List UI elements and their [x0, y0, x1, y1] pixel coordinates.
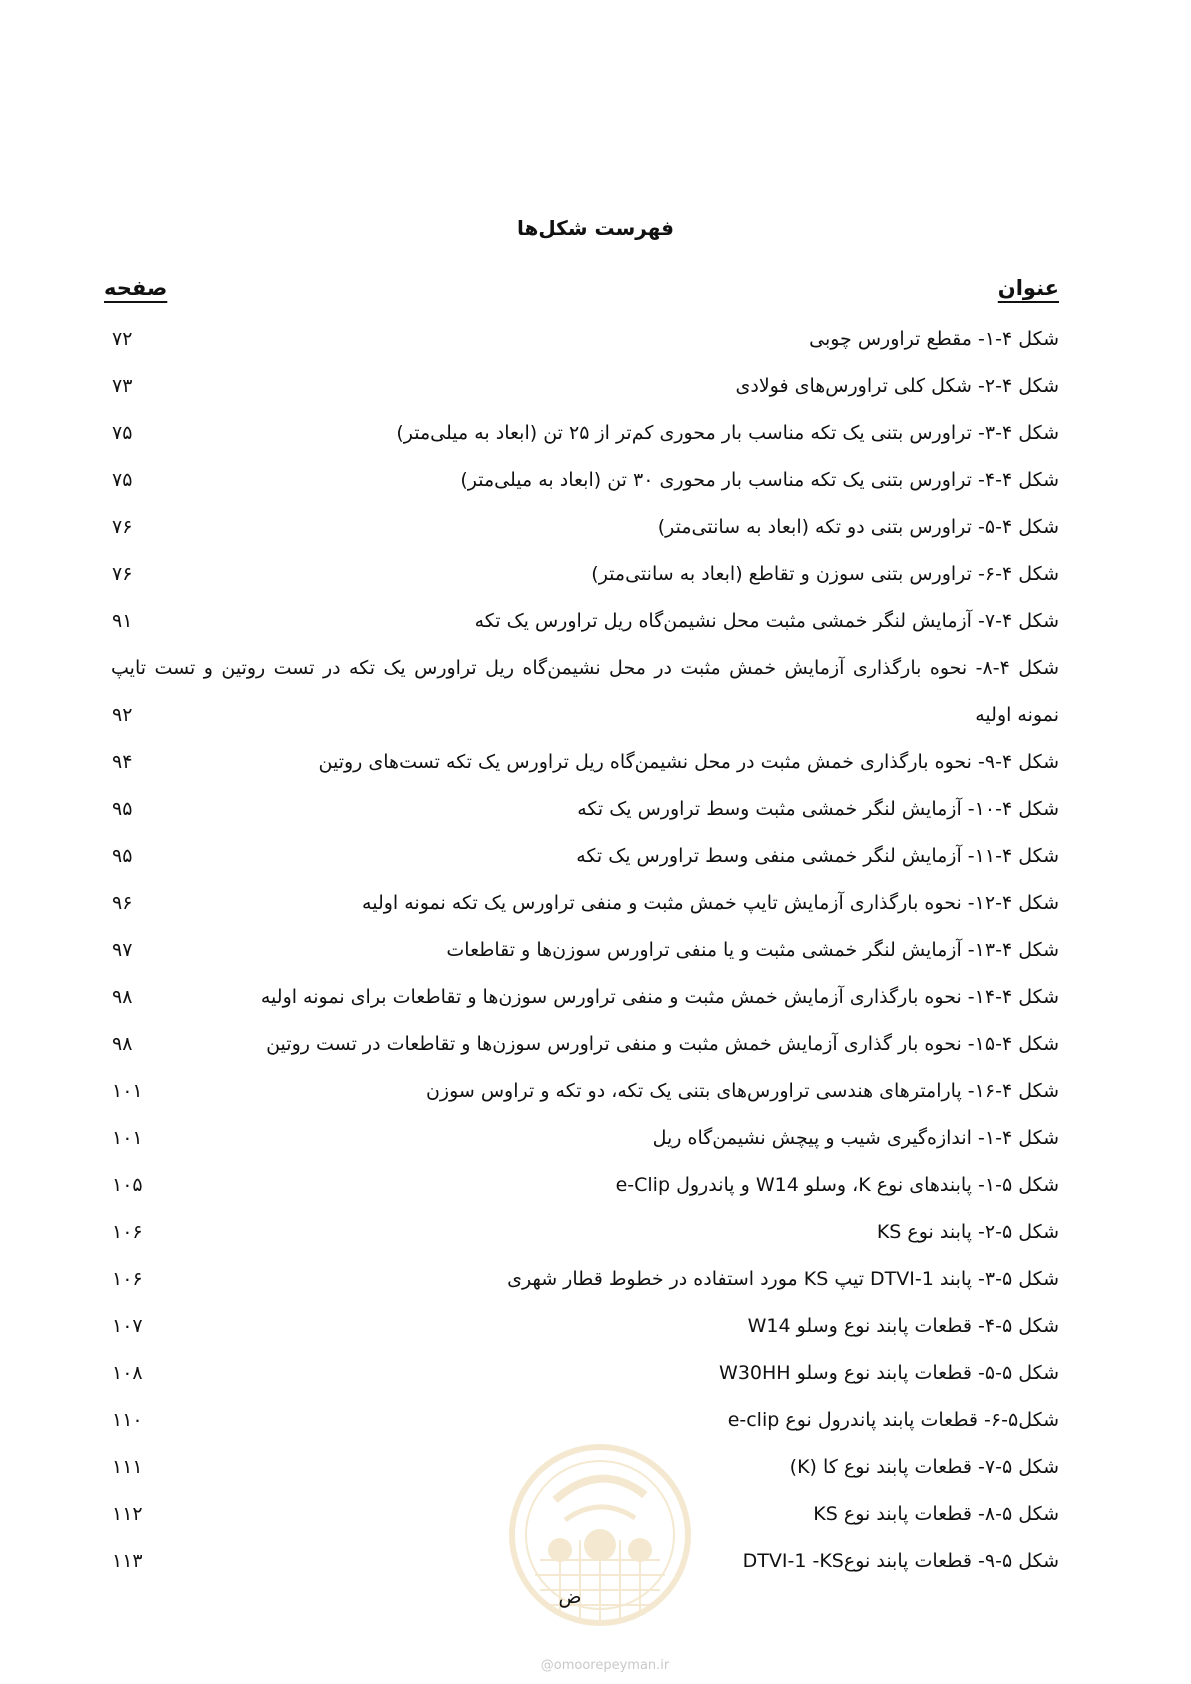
entry-title: شکل ۴-۳- تراورس بتنی یک تکه مناسب بار محوری کم‌تر از ۲۵ تن (ابعاد به میلی‌متر): [396, 422, 1059, 444]
entry-title: شکل ۴-۹- نحوه بارگذاری خمش مثبت در محل نشیمن‌گاه ریل تراورس یک تکه تست‌های روتین: [318, 751, 1059, 773]
entry-page-number: ۹۵: [112, 845, 133, 867]
entry-title: شکل ۴-۵- تراورس بتنی دو تکه (ابعاد به سانتی‌متر): [657, 516, 1059, 538]
title-column-header: عنوان: [997, 276, 1059, 300]
toc-entry: [0, 1021, 1191, 1068]
entry-page-number: ۱۱۲: [112, 1503, 143, 1525]
entry-title: شکل ۴-۱۵- نحوه بار گذاری آزمایش خمش مثبت و منفی تراورس سوزن‌ها و تقاطعات در تست روتین: [266, 1033, 1059, 1055]
entry-page-number: ۱۱۱: [112, 1456, 143, 1478]
entry-page-number: ۹۸: [112, 986, 133, 1008]
toc-entry: [0, 1162, 1191, 1209]
toc-entry: [0, 833, 1191, 880]
entry-title: شکل ۵-۵- قطعات پابند نوع وسلو W30HH: [719, 1362, 1059, 1384]
entry-title: شکل ۵-۸- قطعات پابند نوع KS: [813, 1503, 1059, 1525]
entry-page-number: ۹۷: [112, 939, 133, 961]
toc-entry: [0, 598, 1191, 645]
entry-page-number: ۹۱: [112, 610, 133, 632]
toc-entry: [0, 739, 1191, 786]
page-number: ض: [558, 1586, 582, 1608]
page-column-header: صفحه: [104, 276, 168, 300]
entry-title: شکل ۴-۲- شکل کلی تراورس‌های فولادی: [735, 375, 1059, 397]
toc-entry: [0, 410, 1191, 457]
entry-title: شکل ۵-۹- قطعات پابند نوعDTVI-1 -KS: [742, 1550, 1059, 1572]
toc-entry: [0, 1303, 1191, 1350]
entry-title: شکل ۴-۱۱- آزمایش لنگر خمشی منفی وسط تراورس یک تکه: [576, 845, 1059, 867]
toc-entry: [0, 316, 1191, 363]
entry-title: شکل ۴-۸- نحوه بارگذاری آزمایش خمش مثبت در محل نشیمن‌گاه ریل تراورس یک تکه در تست روتین و تست تایپ نمونه اولیه: [111, 657, 1059, 726]
entry-title: شکل ۴-۶- تراورس بتنی سوزن و تقاطع (ابعاد به سانتی‌متر): [591, 563, 1059, 585]
toc-entry: [0, 786, 1191, 833]
entry-page-number: ۷۶: [112, 563, 133, 585]
entry-page-number: ۱۰۵: [112, 1174, 143, 1196]
entry-page-number: ۷۶: [112, 516, 133, 538]
entry-title: شکل ۴-۱۲- نحوه بارگذاری آزمایش تایپ خمش مثبت و منفی تراورس یک تکه نمونه اولیه: [362, 892, 1059, 914]
entry-title: شکل ۵-۲- پابند نوع KS: [876, 1221, 1059, 1243]
entry-title: شکل۵-۶- قطعات پابند پاندرول نوع e-clip: [727, 1409, 1059, 1431]
page-title: فهرست شکل‌ها: [516, 216, 675, 240]
toc-entry: [0, 1068, 1191, 1115]
entry-title: شکل ۴-۱- اندازه‌گیری شیب و پیچش نشیمن‌گاه ریل: [652, 1127, 1059, 1149]
entry-page-number: ۱۰۱: [112, 1127, 143, 1149]
entry-title: شکل ۴-۴- تراورس بتنی یک تکه مناسب بار محوری ۳۰ تن (ابعاد به میلی‌متر): [460, 469, 1059, 491]
entry-title: شکل ۴-۱۶- پارامترهای هندسی تراورس‌های بتنی یک تکه، دو تکه و تراوس سوزن: [425, 1080, 1059, 1102]
entry-title: شکل ۵-۱- پابندهای نوع K، وسلو W14 و پاندرول e-Clip: [615, 1174, 1059, 1196]
entry-page-number: ۹۲: [112, 704, 133, 726]
entry-title: شکل ۴-۷- آزمایش لنگر خمشی مثبت محل نشیمن‌گاه ریل تراورس یک تکه: [474, 610, 1059, 632]
entry-page-number: ۷۲: [112, 328, 133, 350]
entry-page-number: ۱۰۱: [112, 1080, 143, 1102]
toc-entry: [0, 457, 1191, 504]
entry-page-number: ۷۵: [112, 422, 133, 444]
toc-entry: [0, 974, 1191, 1021]
watermark-logo-icon: [505, 1440, 695, 1640]
entry-page-number: ۱۱۰: [112, 1409, 143, 1431]
entry-title: شکل ۵-۳- پابند DTVI-1 تیپ KS مورد استفاده در خطوط قطار شهری: [507, 1268, 1059, 1290]
entry-title: شکل ۵-۷- قطعات پابند نوع کا (K): [789, 1456, 1059, 1478]
toc-entry: [0, 645, 1191, 739]
entry-page-number: ۷۵: [112, 469, 133, 491]
toc-entry: [0, 551, 1191, 598]
toc-entry: [0, 1350, 1191, 1397]
entry-page-number: ۹۸: [112, 1033, 133, 1055]
entry-page-number: ۹۴: [112, 751, 133, 773]
entry-page-number: ۷۳: [112, 375, 133, 397]
toc-entry: [0, 504, 1191, 551]
toc-entry: [0, 1115, 1191, 1162]
toc-entry: [0, 880, 1191, 927]
toc-entry: [0, 927, 1191, 974]
entry-title: شکل ۵-۴- قطعات پابند نوع وسلو W14: [747, 1315, 1059, 1337]
watermark-url: @omoorepeyman.ir: [540, 1658, 670, 1673]
entry-title: شکل ۴-۱۴- نحوه بارگذاری آزمایش خمش مثبت و منفی تراورس سوزن‌ها و تقاطعات برای نمونه اولیه: [260, 986, 1059, 1008]
toc-entry: [0, 1256, 1191, 1303]
entry-page-number: ۹۵: [112, 798, 133, 820]
figure-list: [0, 316, 1191, 1585]
toc-entry: [0, 363, 1191, 410]
entry-page-number: ۱۰۶: [112, 1268, 143, 1290]
entry-page-number: ۱۰۸: [112, 1362, 143, 1384]
entry-title: شکل ۴-۱- مقطع تراورس چوبی: [809, 328, 1059, 350]
entry-page-number: ۱۱۳: [112, 1550, 143, 1572]
entry-page-number: ۱۰۶: [112, 1221, 143, 1243]
entry-page-number: ۹۶: [112, 892, 133, 914]
entry-title: شکل ۴-۱۰- آزمایش لنگر خمشی مثبت وسط تراورس یک تکه: [577, 798, 1059, 820]
entry-title: شکل ۴-۱۳- آزمایش لنگر خمشی مثبت و یا منفی تراورس سوزن‌ها و تقاطعات: [446, 939, 1059, 961]
toc-entry: [0, 1209, 1191, 1256]
toc-entry: [0, 1397, 1191, 1444]
entry-page-number: ۱۰۷: [112, 1315, 143, 1337]
